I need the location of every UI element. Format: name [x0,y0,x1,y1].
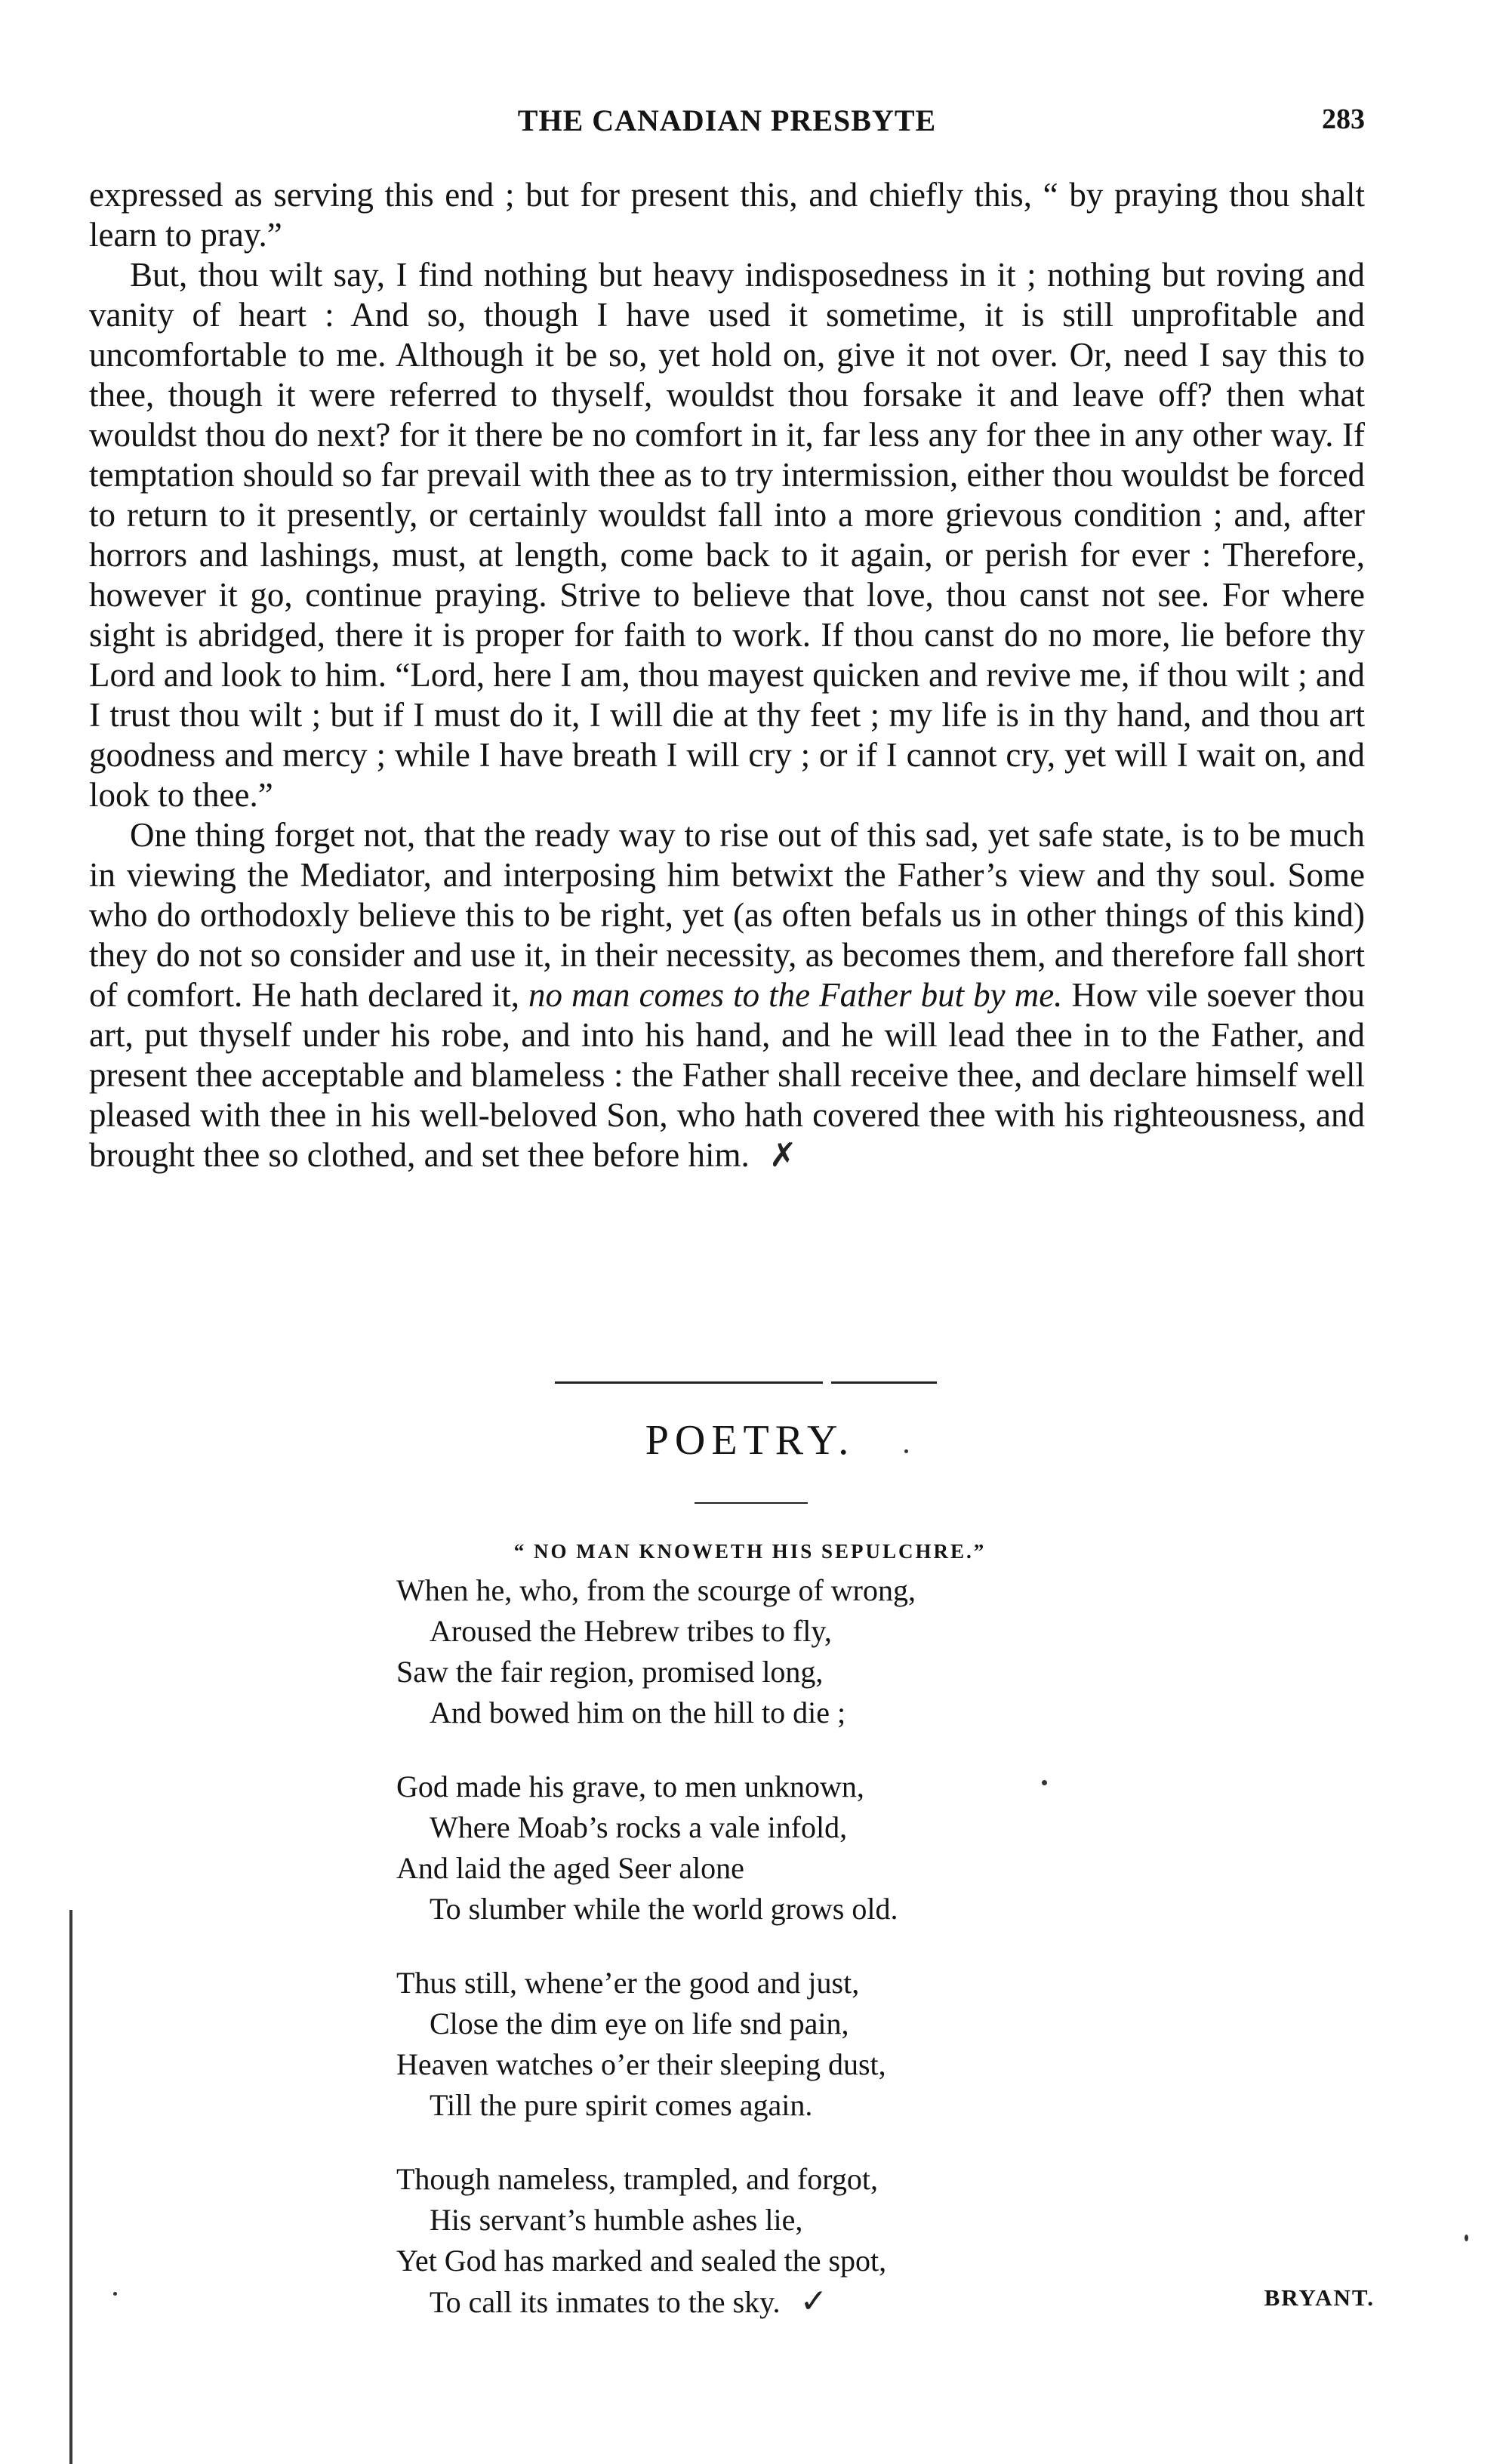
poem-line: Close the dim eye on life snd pain, [430,2007,849,2040]
paragraph-mediator-text-a: One thing forget not, that the ready way to rise out of this sad, yet safe state, is to be much in viewing the Mediator, and interposing him betwixt the Father’s view and thy soul. Some who do orthodoxly believe this to be right, yet (as often befals us in other things of this kind) they do not so consider and use it, in their necessity, as becomes them, and therefore fall short of comfort. He hath declared it, [89,816,1365,1014]
stanza [396,2159,1151,2323]
running-head [89,100,1365,139]
running-title: THE CANADIAN PRESBYTE [517,103,937,137]
poem-line: And laid the aged Seer alone [396,1851,744,1885]
print-speck [1042,1780,1047,1785]
paragraph-continued: expressed as serving this end ; but for present this, and chiefly this, “ by praying thou shalt learn to pray.” [89,176,1365,254]
page-number: 283 [1322,103,1365,135]
check-mark-icon: ✓ [799,2282,828,2321]
print-speck [904,1449,908,1453]
section-title: POETRY. [645,1417,855,1464]
stanza [396,1963,1151,2126]
paragraph-indisposedness: But, thou wilt say, I find nothing but heavy indisposedness in it ; nothing but roving and vanity of heart : And so, though I have used it sometime, it is still unprofitable and uncomfortable to me. Although it be so, yet hold on, give it not over. Or, need I say this to thee, though it were referred to thyself, wouldst thou forsake it and leave off? then what wouldst thou do next? for it there be no comfort in it, far less any for thee in any other way. If temptation should so far prevail with thee as to try intermission, either thou wouldst be forced to return to it presently, or certainly wouldst fall into a more grievous condition ; and, after horrors and lashings, must, at length, come back to it again, or perish for ever : Therefore, however it go, continue praying. Strive to believe that love, thou canst not see. For where sight is abridged, there it is proper for faith to work. If thou canst do no more, lie before thy Lord and look to him. “Lord, here I am, thou mayest quicken and revive me, if thou wilt ; and I trust thou wilt ; but if I must do it, I will die at thy feet ; my life is in thy hand, and thou art goodness and mercy ; while I have breath I will cry ; or if I cannot cry, yet will I wait on, and look to thee.” [89,256,1365,814]
poem-line: Yet God has marked and sealed the spot, [396,2244,887,2278]
poem-line: Heaven watches o’er their sleeping dust, [396,2047,886,2081]
poem [396,1570,1151,2356]
author-attribution: BRYANT. [1264,2284,1375,2311]
poem-line: Where Moab’s rocks a vale infold, [430,1810,848,1844]
title-underline-rule [695,1502,808,1504]
poem-line: Thus still, whene’er the good and just, [396,1966,860,2000]
prose-body [89,175,1365,1175]
poem-line: Till the pure spirit comes again. [430,2088,813,2122]
poem-line: Though nameless, trampled, and forgot, [396,2162,879,2196]
print-speck [113,2292,117,2296]
print-speck [1465,2235,1468,2241]
poem-line: Aroused the Hebrew tribes to fly, [430,1614,832,1648]
poem-line: Saw the fair region, promised long, [396,1655,824,1689]
poem-title: “ NO MAN KNOWETH HIS SEPULCHRE.” [513,1540,987,1563]
poem-line: To slumber while the world grows old. [430,1892,898,1926]
poem-line: God made his grave, to men unknown, [396,1769,864,1803]
poem-line: When he, who, from the scourge of wrong, [396,1573,916,1607]
stanza [396,1766,1151,1930]
scripture-quote: no man comes to the Father but by me. [528,976,1063,1014]
binding-edge-line [69,1910,72,2464]
section-divider-rule [555,1381,823,1384]
poem-line: His servant’s humble ashes lie, [430,2203,803,2237]
paragraph-mediator [89,815,1365,1175]
poem-line-text: To call its inmates to the sky. [430,2285,781,2319]
paragraph-mediator-text-b: How vile soever thou art, put thyself under his robe, and into his hand, and he will lead thee in to the Father, and present thee acceptable and blameless : the Father shall receive thee, and declare himself well pleased with thee in his well-beloved Son, who hath covered thee with his righteousness, and brought thee so clothed, and set thee before him. [89,976,1365,1174]
poem-line [396,2281,1151,2323]
stanza [396,1570,1151,1733]
section-divider-rule-short [831,1381,937,1384]
poem-line: And bowed him on the hill to die ; [430,1696,846,1729]
pencil-mark-icon: ✗ [768,1136,797,1175]
